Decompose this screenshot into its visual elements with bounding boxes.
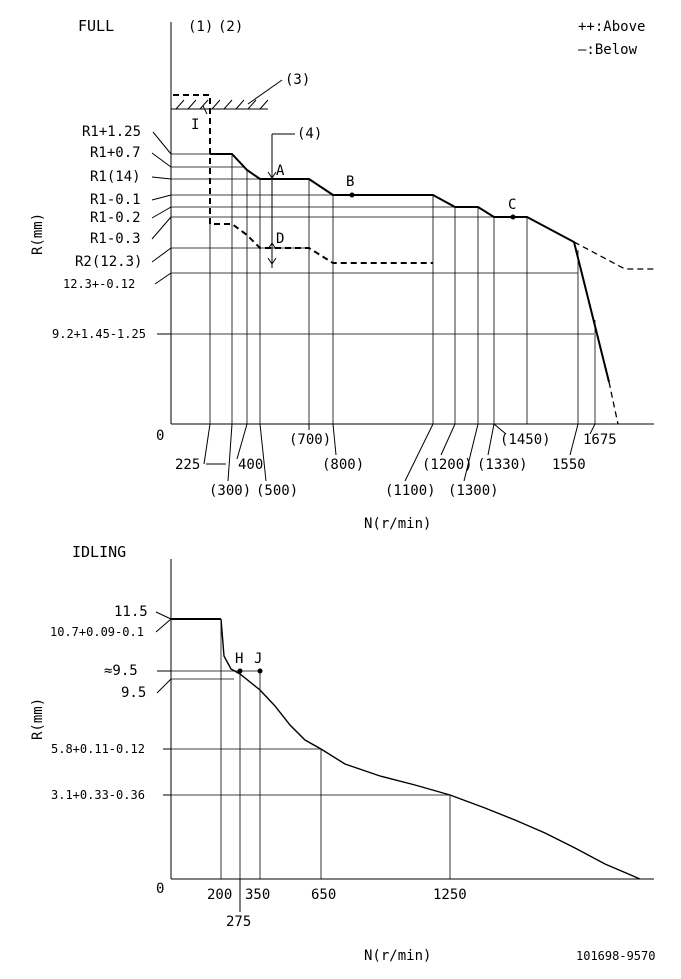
svg-text:R1-0.2: R1-0.2 — [90, 210, 141, 226]
full-upper-tail — [609, 382, 618, 424]
idling-y-labels — [50, 604, 171, 897]
callout-3: (3) — [285, 72, 311, 88]
svg-text:275: 275 — [226, 914, 252, 930]
point-h-dot — [238, 669, 243, 674]
svg-text:(1450): (1450) — [500, 432, 551, 448]
svg-text:(300): (300) — [209, 483, 252, 499]
full-upper-curve — [210, 154, 609, 382]
idling-y-axis-title: R(mm) — [30, 697, 46, 740]
svg-text:(700): (700) — [289, 432, 332, 448]
point-d-label: D — [276, 231, 285, 247]
svg-text:9.5: 9.5 — [121, 685, 147, 701]
callout-4: (4) — [297, 126, 323, 142]
svg-text:(800): (800) — [322, 457, 365, 473]
svg-text:R1-0.1: R1-0.1 — [90, 192, 141, 208]
svg-text:R1+0.7: R1+0.7 — [90, 145, 141, 161]
point-b-dot — [350, 193, 355, 198]
idling-chart — [30, 543, 654, 964]
point-c-dot — [511, 215, 516, 220]
svg-text:1250: 1250 — [433, 887, 467, 903]
idling-y-zero: 0 — [156, 881, 165, 897]
svg-text:(1200): (1200) — [422, 457, 473, 473]
svg-text:(500): (500) — [256, 483, 299, 499]
svg-text:3.1+0.33-0.36: 3.1+0.33-0.36 — [51, 788, 145, 802]
svg-text:400: 400 — [238, 457, 264, 473]
svg-text:(1100): (1100) — [385, 483, 436, 499]
svg-text:R1+1.25: R1+1.25 — [82, 124, 142, 140]
svg-text:200: 200 — [207, 887, 233, 903]
point-j-dot — [258, 669, 263, 674]
point-a-label: A — [276, 163, 285, 179]
marker-1: (1) — [188, 19, 214, 35]
svg-text:≈9.5: ≈9.5 — [104, 663, 138, 679]
idling-x-labels — [207, 879, 467, 930]
full-x-labels — [175, 424, 617, 499]
idling-title: IDLING — [72, 543, 127, 561]
svg-text:12.3+-0.12: 12.3+-0.12 — [63, 277, 136, 291]
point-c-label: C — [508, 197, 517, 213]
idling-reference-lines — [171, 619, 450, 879]
point-h-label: H — [235, 651, 244, 667]
full-y-labels — [52, 124, 171, 444]
point-i-leader — [203, 106, 207, 114]
full-title: FULL — [78, 17, 115, 35]
legend-above: ++:Above — [578, 19, 646, 35]
full-lower-tail — [574, 242, 654, 269]
svg-text:1675: 1675 — [583, 432, 617, 448]
svg-text:650: 650 — [311, 887, 337, 903]
svg-text:(1330): (1330) — [477, 457, 528, 473]
svg-text:R1(14): R1(14) — [90, 169, 141, 185]
marker-2: (2) — [218, 19, 244, 35]
full-y-axis-title: R(mm) — [30, 212, 46, 255]
svg-text:11.5: 11.5 — [114, 604, 148, 620]
full-reference-lines — [171, 154, 594, 334]
svg-text:9.2+1.45-1.25: 9.2+1.45-1.25 — [52, 327, 146, 341]
svg-text:350: 350 — [245, 887, 271, 903]
svg-text:225: 225 — [175, 457, 201, 473]
svg-text:R1-0.3: R1-0.3 — [90, 231, 141, 247]
full-y-zero: 0 — [156, 428, 165, 444]
full-x-axis-title: N(r/min) — [364, 516, 432, 532]
point-b-label: B — [346, 174, 355, 190]
idling-x-axis-title: N(r/min) — [364, 948, 432, 964]
svg-text:1550: 1550 — [552, 457, 586, 473]
svg-text:(1300): (1300) — [448, 483, 499, 499]
svg-text:10.7+0.09-0.1: 10.7+0.09-0.1 — [50, 625, 144, 639]
svg-text:R2(12.3): R2(12.3) — [75, 254, 143, 270]
svg-text:5.8+0.11-0.12: 5.8+0.11-0.12 — [51, 742, 145, 756]
full-chart — [30, 17, 654, 532]
point-i-label: I — [191, 117, 200, 133]
legend-below: —:Below — [578, 42, 638, 58]
document-number: 101698-9570 — [576, 949, 656, 963]
point-j-label: J — [254, 651, 263, 667]
